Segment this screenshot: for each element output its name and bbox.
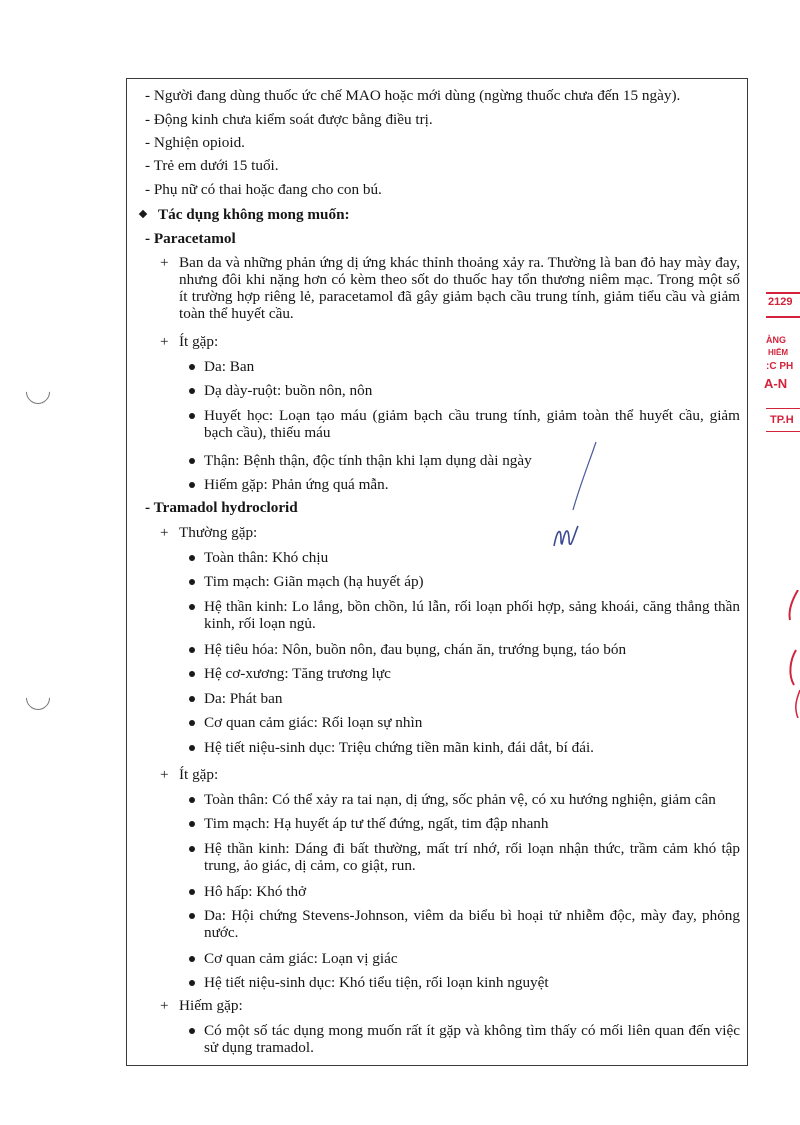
drug-heading-paracetamol: - Paracetamol xyxy=(145,230,236,247)
handwritten-signature-mark xyxy=(540,440,610,560)
list-item: Hệ cơ-xương: Tăng trương lực xyxy=(204,665,391,682)
list-item: Huyết học: Loạn tạo máu (giảm bạch cầu trung tính, giảm toàn thể huyết cầu, giảm bạch cầu), thiếu máu xyxy=(204,407,740,441)
list-item: Hệ tiêu hóa: Nôn, buồn nôn, đau bụng, chán ăn, trướng bụng, táo bón xyxy=(204,641,627,658)
bullet-icon xyxy=(189,579,195,585)
bullet-icon xyxy=(189,846,195,852)
bullet-icon xyxy=(189,745,195,751)
list-item: Hô hấp: Khó thở xyxy=(204,883,307,900)
list-item: Dạ dày-ruột: buồn nôn, nôn xyxy=(204,382,373,399)
list-item: Toàn thân: Có thể xảy ra tai nạn, dị ứng, sốc phản vệ, có xu hướng nghiện, giảm cân xyxy=(204,791,716,808)
bullet-icon xyxy=(189,482,195,488)
bullet-icon xyxy=(189,671,195,677)
bullet-icon xyxy=(189,555,195,561)
drug-heading-tramadol: - Tramadol hydroclorid xyxy=(145,499,298,516)
bullet-icon xyxy=(189,364,195,370)
bullet-icon xyxy=(189,604,195,610)
bullet-icon xyxy=(189,821,195,827)
subheading-rare: Hiếm gặp: xyxy=(179,997,243,1014)
plus-marker: + xyxy=(160,524,169,541)
bullet-icon xyxy=(189,889,195,895)
list-item: Thận: Bệnh thận, độc tính thận khi lạm dụng dài ngày xyxy=(204,452,532,469)
bullet-icon xyxy=(189,1028,195,1034)
bullet-icon xyxy=(189,458,195,464)
bullet-icon xyxy=(189,413,195,419)
list-item: Hiếm gặp: Phản ứng quá mẫn. xyxy=(204,476,389,493)
plus-marker: + xyxy=(160,997,169,1014)
list-item: Tim mạch: Hạ huyết áp tư thế đứng, ngất, tim đập nhanh xyxy=(204,815,549,832)
bullet-icon xyxy=(189,913,195,919)
subheading-common: Thường gặp: xyxy=(179,524,258,541)
list-item: Cơ quan cảm giác: Rối loạn sự nhìn xyxy=(204,714,423,731)
subheading-uncommon: Ít gặp: xyxy=(179,333,219,350)
list-item: Da: Ban xyxy=(204,358,255,375)
plus-marker: + xyxy=(160,333,169,350)
hole-punch-mark xyxy=(21,375,55,409)
contraindication-item: - Phụ nữ có thai hoặc đang cho con bú. xyxy=(145,181,382,198)
plus-marker: + xyxy=(160,766,169,783)
subheading-uncommon: Ít gặp: xyxy=(179,766,219,783)
list-item: Có một số tác dụng mong muốn rất ít gặp và không tìm thấy có mối liên quan đến việc sử dụng tramadol. xyxy=(204,1022,740,1056)
bullet-icon xyxy=(189,696,195,702)
list-item: Hệ tiết niệu-sinh dục: Khó tiểu tiện, rối loạn kinh nguyệt xyxy=(204,974,549,991)
list-item: Hệ tiết niệu-sinh dục: Triệu chứng tiền mãn kinh, đái dắt, bí đái. xyxy=(204,739,594,756)
list-item: Hệ thần kinh: Dáng đi bất thường, mất trí nhớ, rối loạn nhận thức, trầm cảm khó tập trung, ảo giác, dị cảm, co giật, run. xyxy=(204,840,740,874)
section-title: Tác dụng không mong muốn: xyxy=(158,206,350,223)
bullet-icon xyxy=(189,720,195,726)
contraindication-item: - Nghiện opioid. xyxy=(145,134,245,151)
bullet-icon xyxy=(189,797,195,803)
hole-punch-mark xyxy=(21,681,55,715)
list-item: Cơ quan cảm giác: Loạn vị giác xyxy=(204,950,398,967)
contraindication-item: - Trẻ em dưới 15 tuổi. xyxy=(145,157,279,174)
list-item: Hệ thần kinh: Lo lắng, bồn chồn, lú lẫn, rối loạn phối hợp, sảng khoái, căng thẳng thần kinh, rối loạn ngủ. xyxy=(204,598,740,632)
list-item: Toàn thân: Khó chịu xyxy=(204,549,329,566)
bullet-icon xyxy=(189,956,195,962)
contraindication-item: - Động kinh chưa kiểm soát được bằng điều trị. xyxy=(145,111,433,128)
bullet-icon xyxy=(189,647,195,653)
list-item: Da: Phát ban xyxy=(204,690,283,707)
list-item: Tim mạch: Giãn mạch (hạ huyết áp) xyxy=(204,573,424,590)
plus-marker: + xyxy=(160,254,169,271)
contraindication-item: - Người đang dùng thuốc ức chế MAO hoặc mới dùng (ngừng thuốc chưa đến 15 ngày). xyxy=(145,87,681,104)
list-item: Da: Hội chứng Stevens-Johnson, viêm da biểu bì hoại tử nhiễm độc, mày đay, phỏng nước. xyxy=(204,907,740,941)
bullet-icon xyxy=(189,388,195,394)
bullet-icon xyxy=(189,980,195,986)
paracetamol-intro: Ban da và những phản ứng dị ứng khác thỉnh thoảng xảy ra. Thường là ban đỏ hay mày đay, nhưng đôi khi nặng hơn có kèm theo sốt do thuốc hay tổn thương niêm mạc. Trong một số ít trường hợp riêng lẻ, paracetamol đã gây giảm bạch cầu trung tính, giảm tiểu cầu và giảm toàn thể huyết cầu. xyxy=(179,254,740,322)
